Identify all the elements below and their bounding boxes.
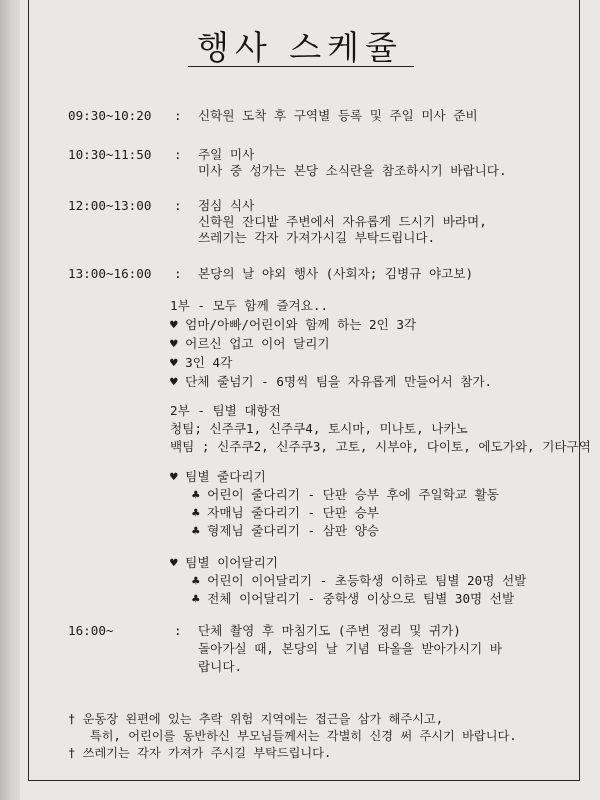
part1-item: ♥ 어르신 업고 이어 달리기 — [170, 336, 330, 351]
footnote: † 쓰레기는 각자 가져가 주시길 부탁드립니다. — [68, 746, 332, 760]
relay-item: ♣ 어린이 이어달리기 - 초등학생 이하로 팀별 20명 선발 — [192, 573, 527, 588]
relay-item: ♣ 전체 이어달리기 - 중학생 이상으로 팀별 30명 선발 — [192, 591, 515, 606]
tug-of-war-item: ♣ 형제님 줄다리기 - 삼판 양승 — [192, 523, 379, 538]
schedule-colon: : — [174, 108, 182, 123]
part1-item: ♥ 엄마/아빠/어린이와 함께 하는 2인 3각 — [170, 317, 417, 332]
schedule-line: 신학원 도착 후 구역별 등록 및 주일 미사 준비 — [198, 108, 478, 123]
footnote: † 운동장 왼편에 있는 추락 위험 지역에는 접근을 삼가 해주시고, — [68, 712, 444, 726]
part1-item: ♥ 단체 줄넘기 - 6명씩 팀을 자유롭게 만들어서 참가. — [170, 374, 493, 389]
schedule-colon: : — [174, 623, 182, 638]
part1-item: ♥ 3인 4각 — [170, 355, 233, 370]
schedule-line: 단체 촬영 후 마침기도 (주변 정리 및 귀가) — [198, 623, 461, 638]
schedule-time: 09:30~10:20 — [68, 108, 152, 123]
schedule-line: 점심 식사 — [198, 198, 255, 213]
relay-header: ♥ 팀별 이어달리기 — [170, 555, 278, 570]
schedule-time: 12:00~13:00 — [68, 198, 152, 213]
schedule-line: 신학원 잔디밭 주변에서 자유롭게 드시기 바라며, — [198, 214, 487, 229]
part1-header: 1부 - 모두 함께 즐겨요.. — [170, 298, 328, 313]
schedule-line: 돌아가실 때, 본당의 날 기념 타올을 받아가시기 바 — [198, 641, 502, 656]
schedule-time: 16:00~ — [68, 623, 114, 638]
team-list: 청팀; 신주쿠1, 신주쿠4, 토시마, 미나토, 나카노 — [170, 421, 468, 436]
title-underline — [188, 66, 414, 67]
schedule-line: 랍니다. — [198, 659, 243, 674]
tug-of-war-item: ♣ 자매님 줄다리기 - 단판 승부 — [192, 505, 379, 520]
page-title: 행사 스케쥴 — [197, 28, 403, 67]
schedule-colon: : — [174, 147, 182, 162]
part2-header: 2부 - 팀별 대항전 — [170, 403, 281, 418]
schedule-colon: : — [174, 266, 182, 281]
schedule-time: 10:30~11:50 — [68, 147, 152, 162]
schedule-line: 주일 미사 — [198, 147, 255, 162]
schedule-colon: : — [174, 198, 182, 213]
schedule-line: 쓰레기는 각자 가져가시길 부탁드립니다. — [198, 230, 436, 245]
tug-of-war-item: ♣ 어린이 줄다리기 - 단판 승부 후에 주일학교 활동 — [192, 487, 499, 502]
schedule-line: 미사 중 성가는 본당 소식란을 참조하시기 바랍니다. — [198, 163, 507, 178]
schedule-time: 13:00~16:00 — [68, 266, 152, 281]
footnote: 특히, 어린이를 동반하신 부모님들께서는 각별히 신경 써 주시기 바랍니다. — [68, 729, 517, 743]
adjacent-page-edge — [0, 0, 20, 800]
team-list: 백팀 ; 신주쿠2, 신주쿠3, 고토, 시부야, 다이토, 에도가와, 기타구역 — [170, 439, 591, 454]
schedule-line: 본당의 날 야외 행사 (사회자; 김병규 야고보) — [198, 266, 474, 281]
tug-of-war-header: ♥ 팀별 줄다리기 — [170, 469, 266, 484]
